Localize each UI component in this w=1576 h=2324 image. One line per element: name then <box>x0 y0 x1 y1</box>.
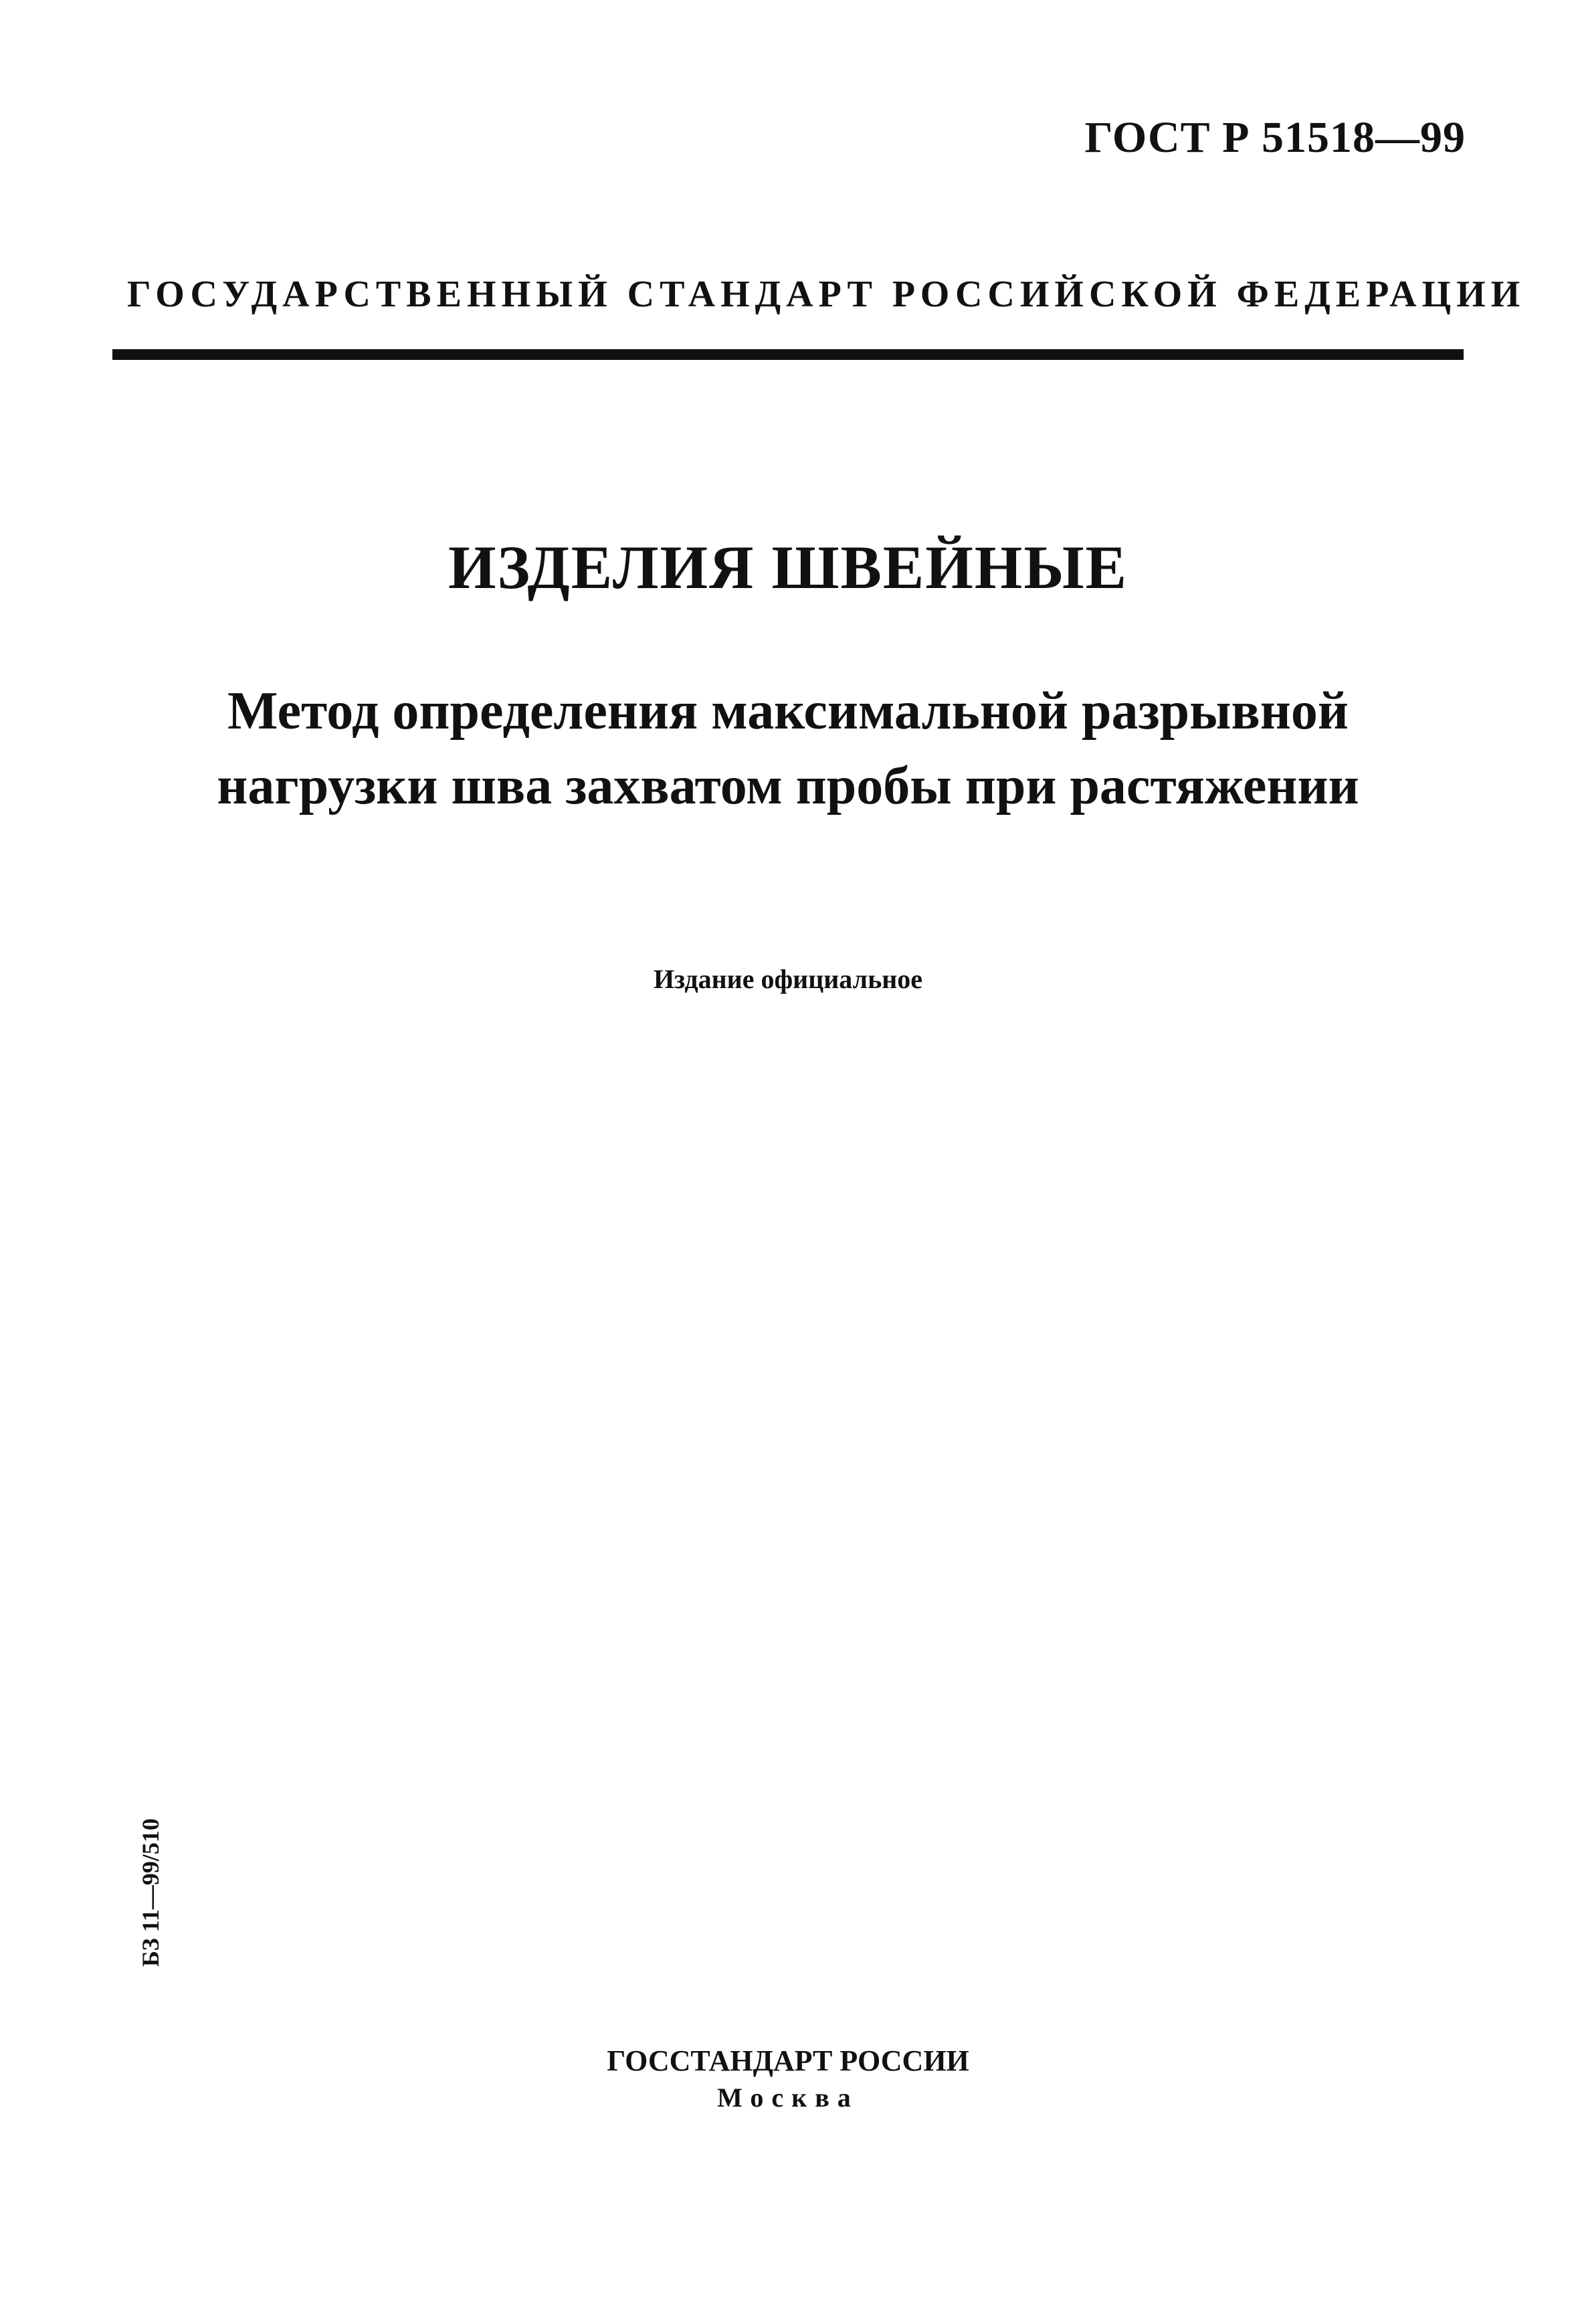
header-divider <box>112 349 1464 360</box>
catalog-code: БЗ 11—99/510 <box>137 1818 164 1967</box>
standard-header: ГОСУДАРСТВЕННЫЙ СТАНДАРТ РОССИЙСКОЙ ФЕДЕРАЦИИ <box>127 274 1526 315</box>
publisher-city: Москва <box>717 2083 859 2113</box>
subtitle-line-2: нагрузки шва захватом пробы при растяжении <box>217 757 1359 815</box>
publisher: ГОССТАНДАРТ РОССИИ <box>607 2044 969 2077</box>
document-title: ИЗДЕЛИЯ ШВЕЙНЫЕ <box>448 533 1128 601</box>
subtitle-line-1: Метод определения максимальной разрывной <box>227 682 1349 741</box>
document-number: ГОСТ Р 51518—99 <box>1084 113 1466 162</box>
edition-note: Издание официальное <box>653 964 923 994</box>
